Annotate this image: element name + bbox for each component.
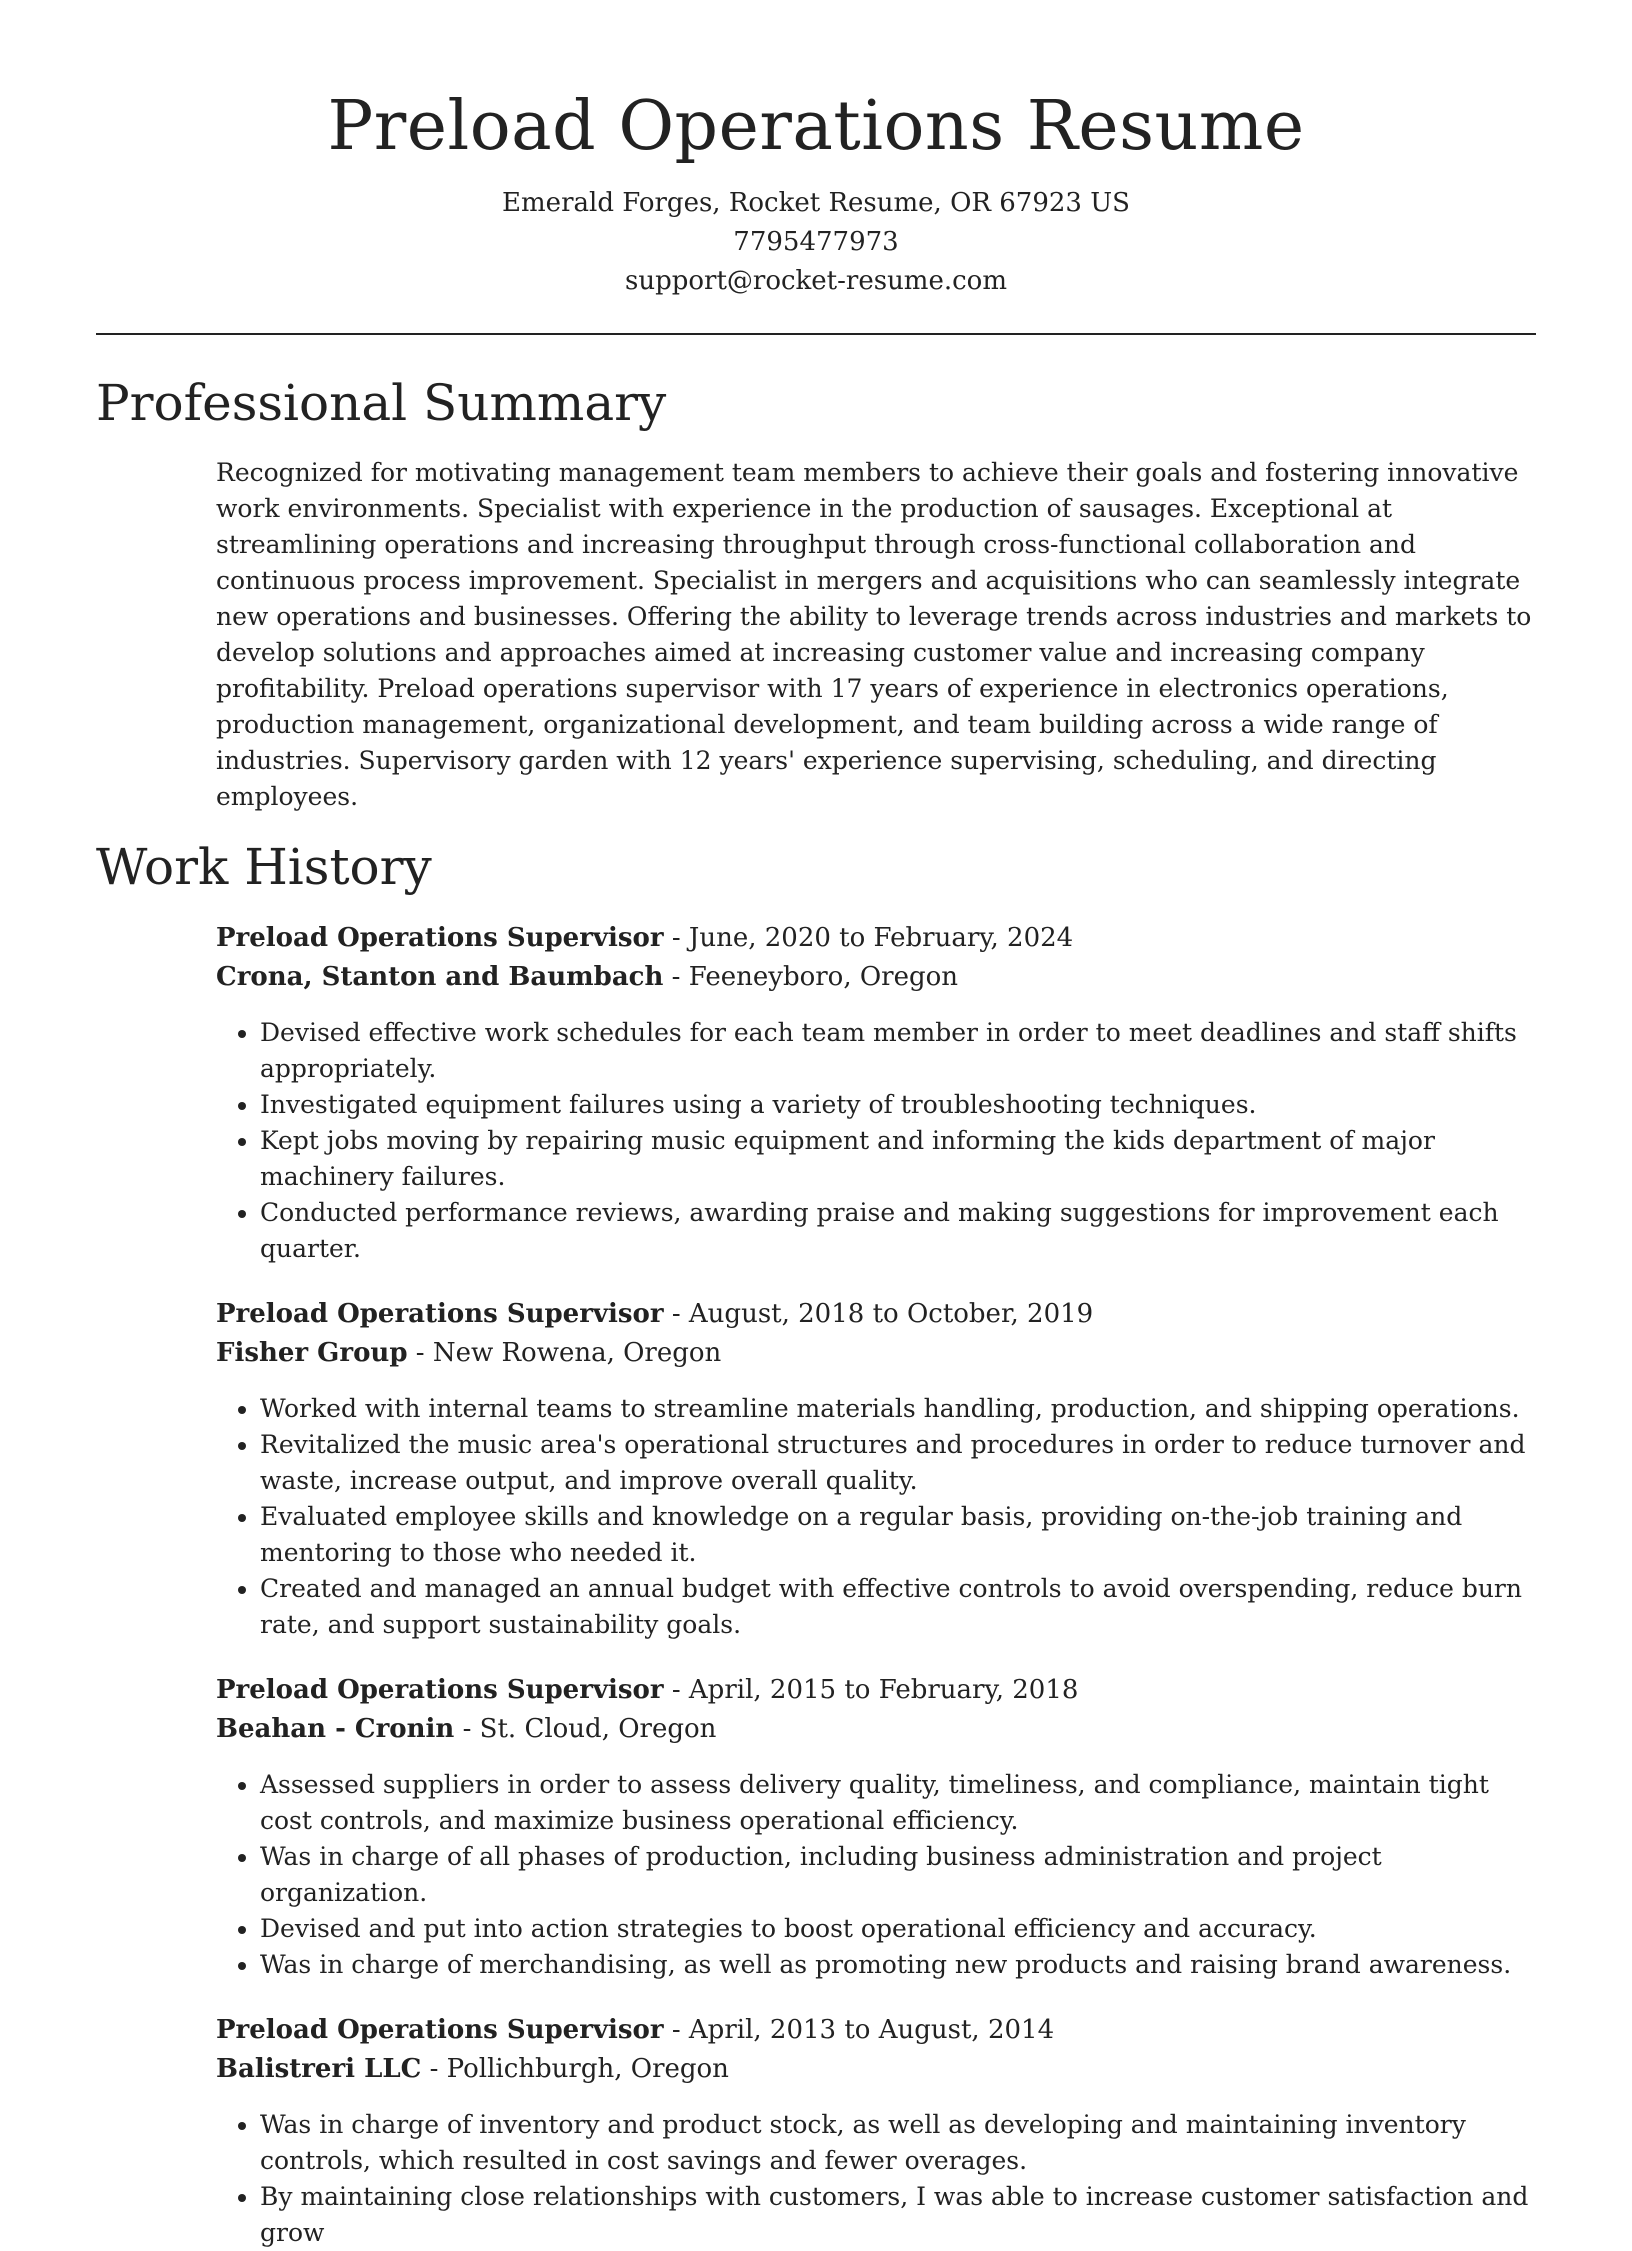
- job-title-line: [216, 1671, 1536, 1710]
- job-bullet: • Created and managed an annual budget with effective controls to avoid overspending, reduce burn rate, and support sustainability goals.: [260, 1571, 1536, 1643]
- job-bullet: • Was in charge of merchandising, as well as promoting new products and raising brand awareness.: [260, 1947, 1536, 1983]
- job-bullet: • Assessed suppliers in order to assess delivery quality, timeliness, and compliance, maintain tight cost controls, and maximize business operational efficiency.: [260, 1767, 1536, 1839]
- job-company: Beahan - Cronin: [216, 1714, 455, 1744]
- job-bullet: • Devised effective work schedules for each team member in order to meet deadlines and staff shifts appropriately.: [260, 1015, 1536, 1087]
- job-company-line: [216, 1710, 1536, 1749]
- resume-title: Preload Operations Resume: [327, 87, 1305, 166]
- job-title-line: [216, 2011, 1536, 2050]
- job-role: Preload Operations Supervisor: [216, 923, 664, 953]
- job-bullet: • Investigated equipment failures using a variety of troubleshooting techniques.: [260, 1087, 1536, 1123]
- job-entry: [216, 919, 1536, 1267]
- job-bullet: • Was in charge of inventory and product stock, as well as developing and maintaining inventory controls, which resulted in cost savings and fewer overages.: [260, 2107, 1536, 2179]
- contact-phone: 7795477973: [733, 227, 899, 257]
- section-title-summary: Professional Summary: [96, 374, 667, 432]
- job-role: Preload Operations Supervisor: [216, 2015, 664, 2045]
- job-entry: [216, 1295, 1536, 1643]
- job-company-line: [216, 958, 1536, 997]
- job-dates: - April, 2015 to February, 2018: [663, 1675, 1079, 1705]
- job-bullet: • Conducted performance reviews, awarding praise and making suggestions for improvement each quarter.: [260, 1195, 1536, 1267]
- header-divider: [96, 333, 1536, 335]
- job-company: Fisher Group: [216, 1338, 408, 1368]
- job-title-line: [216, 1295, 1536, 1334]
- job-bullet: • Was in charge of all phases of production, including business administration and project organization.: [260, 1839, 1536, 1911]
- section-title-work-history: Work History: [96, 838, 432, 896]
- job-bullet: • Revitalized the music area's operational structures and procedures in order to reduce turnover and waste, increase output, and improve overall quality.: [260, 1427, 1536, 1499]
- resume-page: [96, 0, 1536, 2251]
- contact-address: Emerald Forges, Rocket Resume, OR 67923 US: [502, 188, 1130, 218]
- job-role: Preload Operations Supervisor: [216, 1675, 664, 1705]
- job-bullets: [216, 1767, 1536, 1983]
- job-role: Preload Operations Supervisor: [216, 1299, 664, 1329]
- job-company-line: [216, 2050, 1536, 2089]
- job-bullet: • Kept jobs moving by repairing music equipment and informing the kids department of major machinery failures.: [260, 1123, 1536, 1195]
- job-bullet: • By maintaining close relationships with customers, I was able to increase customer satisfaction and grow: [260, 2179, 1536, 2251]
- summary-text: Recognized for motivating management team members to achieve their goals and fostering innovative work environments. Specialist with experience in the production of sausages. Exceptional at streamlining operations and increasing throughput through cross-functional collaboration and continuous process improvement. Specialist in mergers and acquisitions who can seamlessly integrate new operations and businesses. Offering the ability to leverage trends across industries and markets to develop solutions and approaches aimed at increasing customer value and increasing company profitability. Preload operations supervisor with 17 years of experience in electronics operations, production management, organizational development, and team building across a wide range of industries. Supervisory garden with 12 years' experience supervising, scheduling, and directing employees.: [216, 458, 1532, 811]
- job-dates: - June, 2020 to February, 2024: [663, 923, 1074, 953]
- job-title-line: [216, 919, 1536, 958]
- job-bullets: [216, 2107, 1536, 2251]
- job-bullet: • Devised and put into action strategies to boost operational efficiency and accuracy.: [260, 1911, 1536, 1947]
- contact-email: support@rocket-resume.com: [624, 266, 1007, 296]
- job-company: Crona, Stanton and Baumbach: [216, 962, 664, 992]
- job-bullet: • Worked with internal teams to streamline materials handling, production, and shipping operations.: [260, 1391, 1536, 1427]
- resume-header: [96, 0, 1536, 301]
- job-dates: - August, 2018 to October, 2019: [663, 1299, 1094, 1329]
- job-company-line: [216, 1334, 1536, 1373]
- work-history-list: [216, 919, 1536, 2251]
- job-location: - New Rowena, Oregon: [407, 1338, 722, 1368]
- job-location: - Feeneyboro, Oregon: [663, 962, 959, 992]
- job-company: Balistreri LLC: [216, 2054, 422, 2084]
- job-bullets: [216, 1391, 1536, 1643]
- job-location: - St. Cloud, Oregon: [454, 1714, 717, 1744]
- job-entry: [216, 2011, 1536, 2251]
- job-bullet: • Evaluated employee skills and knowledge on a regular basis, providing on-the-job training and mentoring to those who needed it.: [260, 1499, 1536, 1571]
- job-entry: [216, 1671, 1536, 1983]
- contact-info: [96, 184, 1536, 301]
- job-dates: - April, 2013 to August, 2014: [663, 2015, 1055, 2045]
- job-bullets: [216, 1015, 1536, 1267]
- job-location: - Pollichburgh, Oregon: [421, 2054, 729, 2084]
